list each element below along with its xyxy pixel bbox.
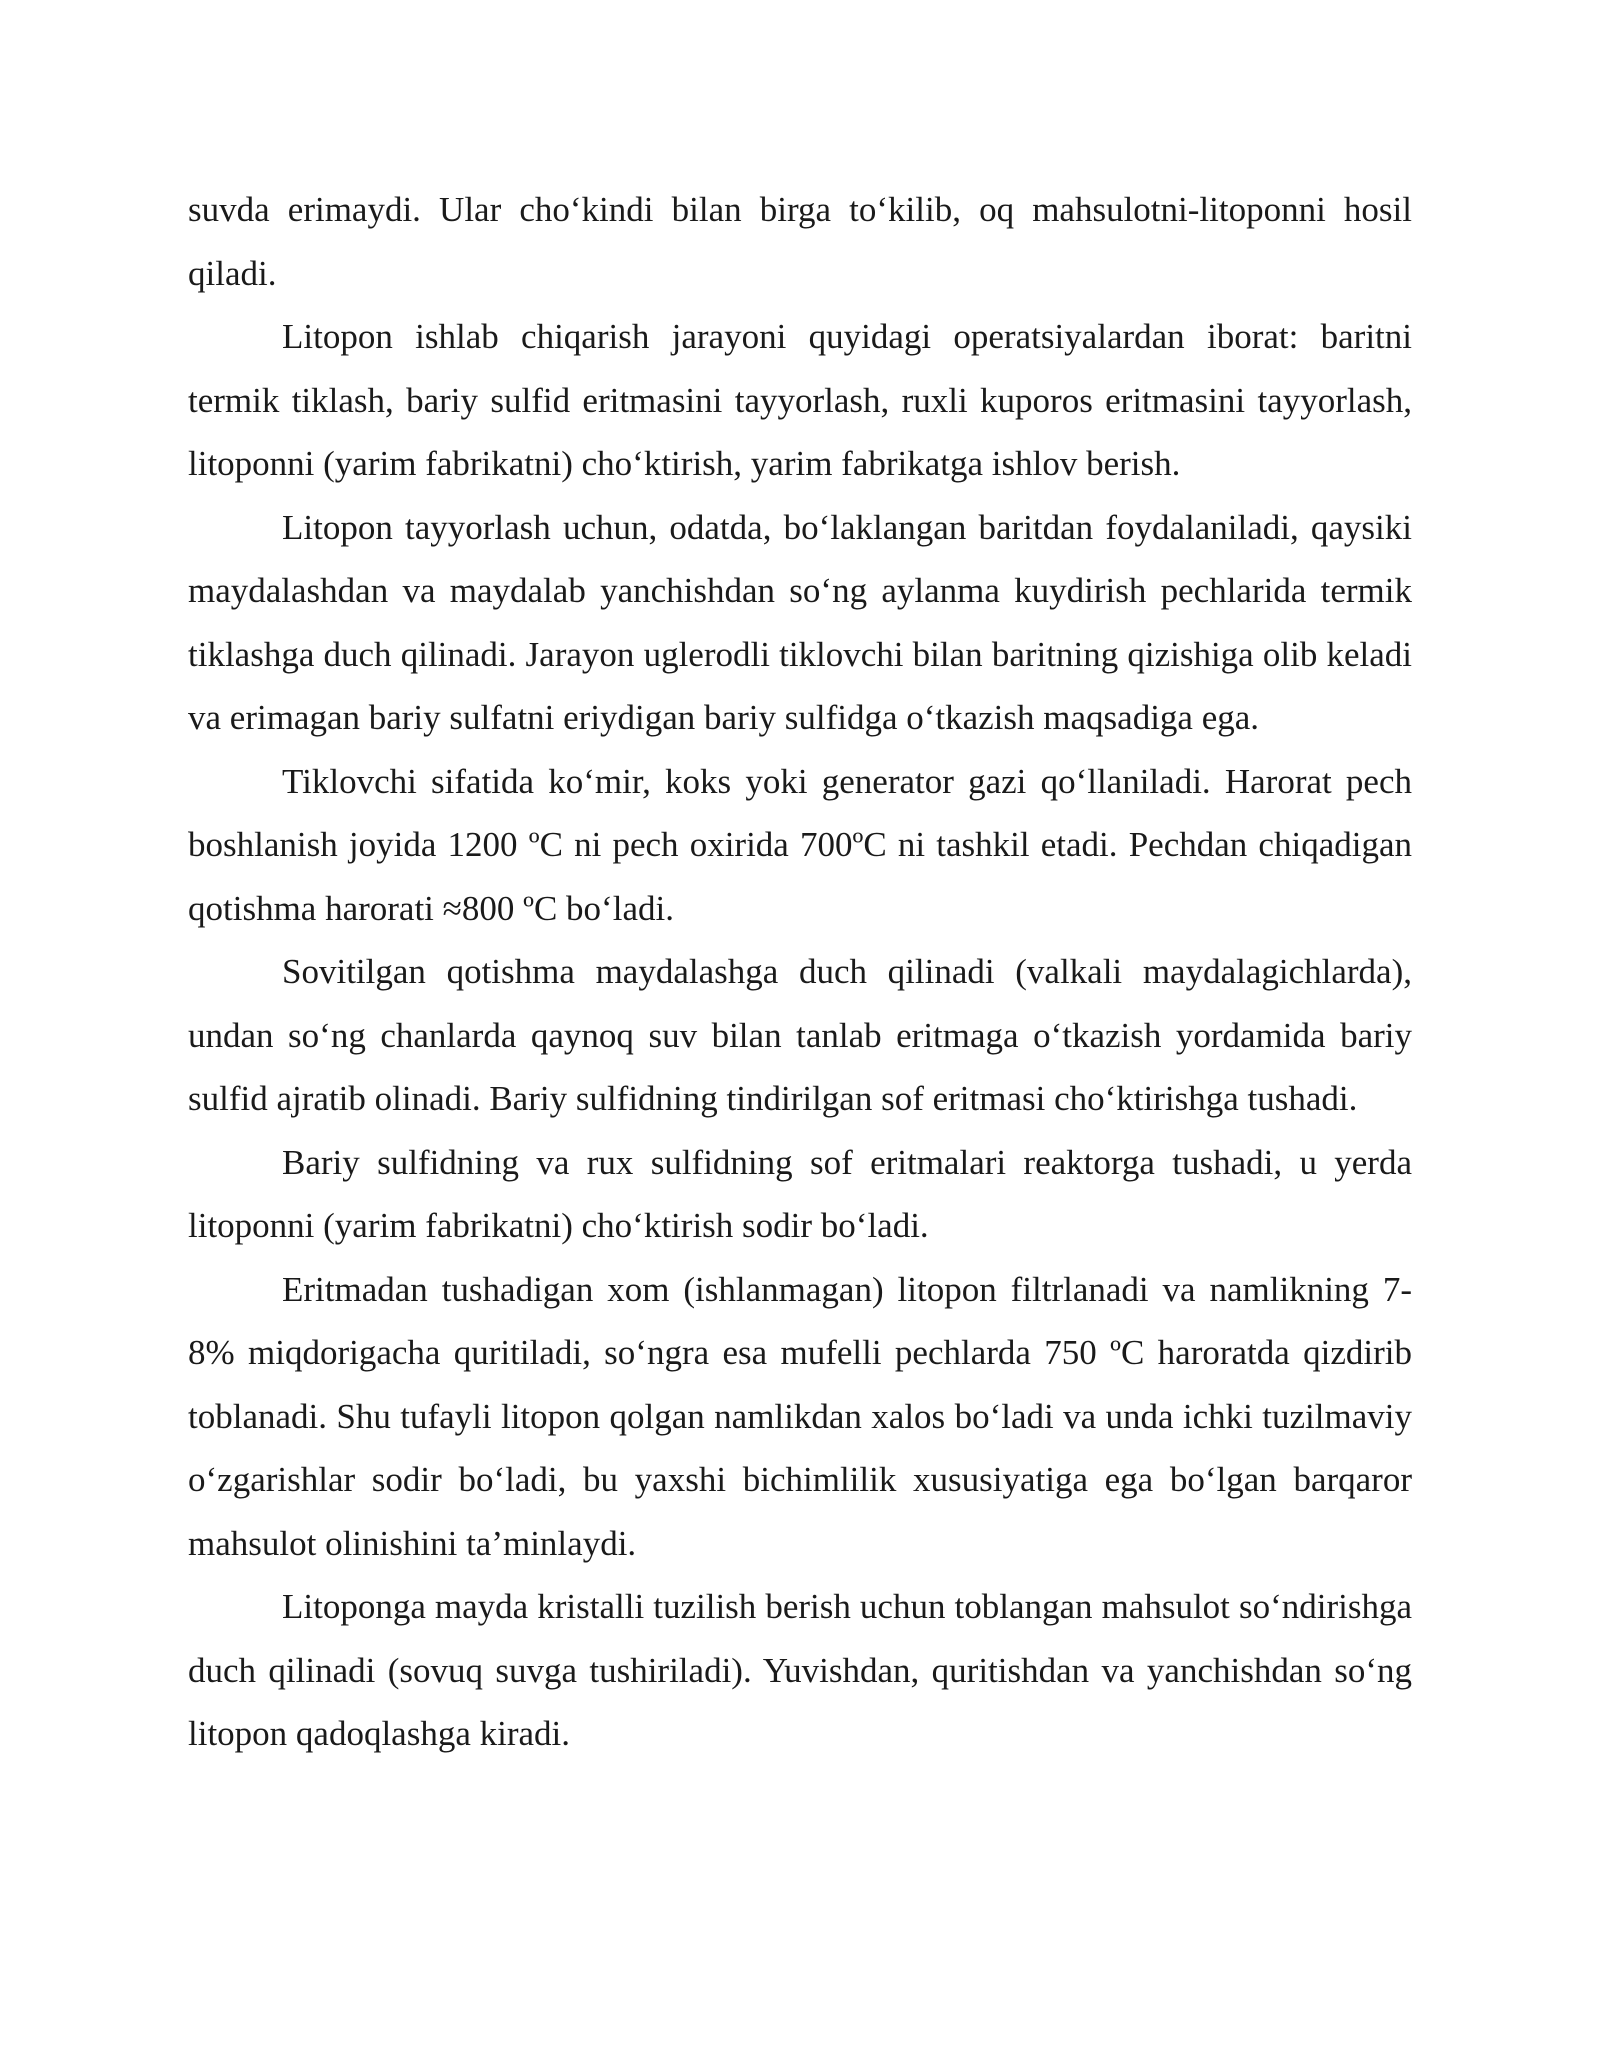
- paragraph-continuation: suvda erimaydi. Ular cho‘kindi bilan birga to‘kilib, oq mahsulotni-litoponni hosil qiladi.: [188, 190, 1412, 293]
- paragraph-reactor: Bariy sulfidning va rux sulfidning sof eritmalari reaktorga tushadi, u yerda litoponni (yarim fabrikatni) cho‘ktirish sodir bo‘ladi.: [188, 1142, 1412, 1245]
- paragraph-filtration-calcination: Eritmadan tushadigan xom (ishlanmagan) litopon filtrlanadi va namlikning 7-8% miqdorigacha quritiladi, so‘ngra esa mufelli pechlarda 750 ºC haroratda qizdirib toblanadi. Shu tufayli litopon qolgan namlikdan xalos bo‘ladi va unda ichki tuzilmaviy o‘zgarishlar sodir bo‘ladi, bu yaxshi bichimlilik xususiyatiga ega bo‘lgan barqaror mahsulot olinishini ta’minlaydi.: [188, 1269, 1412, 1563]
- paragraph-cooling-leaching: Sovitilgan qotishma maydalashga duch qilinadi (valkali maydalagichlarda), undan so‘ng chanlarda qaynoq suv bilan tanlab eritmaga o‘tkazish yordamida bariy sulfid ajratib olinadi. Bariy sulfidning tindirilgan sof eritmasi cho‘ktirishga tushadi.: [188, 952, 1412, 1118]
- paragraph-reducing-agent: Tiklovchi sifatida ko‘mir, koks yoki generator gazi qo‘llaniladi. Harorat pech boshlanish joyida 1200 ºC ni pech oxirida 700ºC ni tashkil etadi. Pechdan chiqadigan qotishma harorati ≈800 ºC bo‘ladi.: [188, 761, 1412, 928]
- paragraph-production-steps: Litopon ishlab chiqarish jarayoni quyidagi operatsiyalardan iborat: baritni termik tiklash, bariy sulfid eritmasini tayyorlash, ruxli kuporos eritmasini tayyorlash, litoponni (yarim fabrikatni) cho‘ktirish, yarim fabrikatga ishlov berish.: [188, 317, 1412, 483]
- paragraph-barite-preparation: Litopon tayyorlash uchun, odatda, bo‘laklangan baritdan foydalaniladi, qaysiki maydalashdan va maydalab yanchishdan so‘ng aylanma kuydirish pechlarida termik tiklashga duch qilinadi. Jarayon uglerodli tiklovchi bilan baritning qizishiga olib keladi va erimagan bariy sulfatni eriydigan bariy sulfidga o‘tkazish maqsadiga ega.: [188, 507, 1412, 737]
- document-body: [188, 178, 1412, 1766]
- paragraph-quenching-packaging: Litoponga mayda kristalli tuzilish berish uchun toblangan mahsulot so‘ndirishga duch qilinadi (sovuq suvga tushiriladi). Yuvishdan, quritishdan va yanchishdan so‘ng litopon qadoqlashga kiradi.: [188, 1587, 1412, 1753]
